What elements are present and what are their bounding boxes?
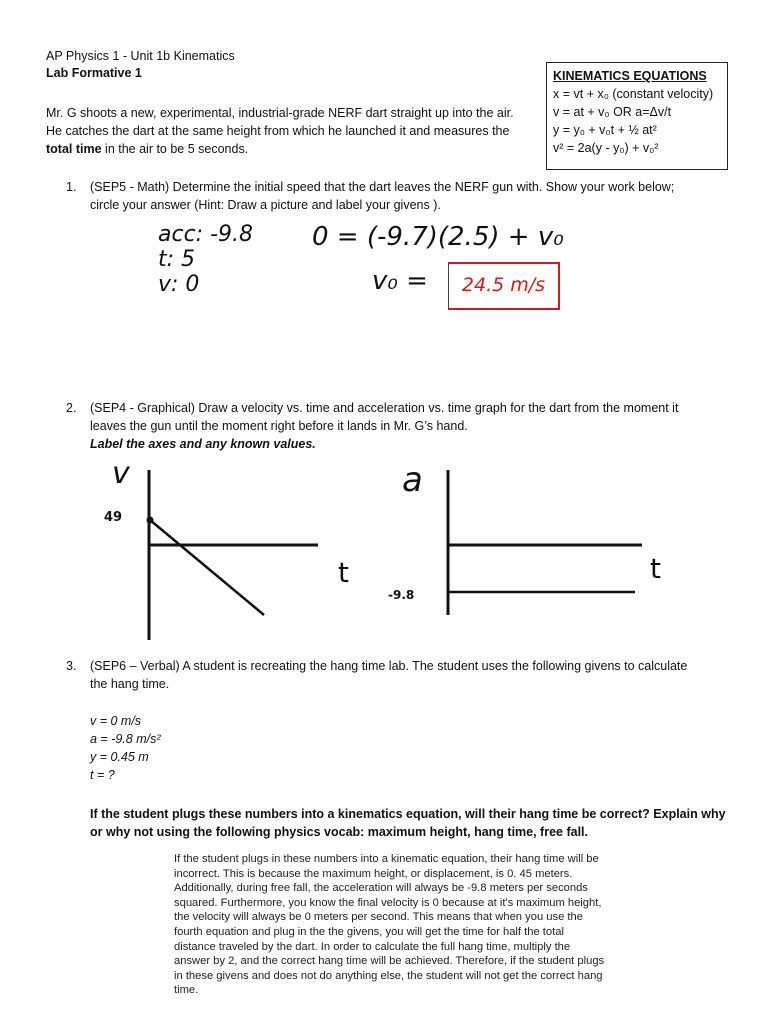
hw-equation: 0 = (-9.7)(2.5) + v₀	[312, 222, 564, 252]
v-intercept-dot	[147, 517, 154, 524]
equations-title: KINEMATICS EQUATIONS	[553, 69, 707, 83]
hw-v: v: 0	[158, 272, 200, 297]
prompt-vocab: : maximum height, hang time, free fall.	[360, 825, 588, 839]
given-t: t = ?	[90, 768, 115, 782]
question-3-givens	[90, 712, 161, 784]
a-axis-label: a	[402, 460, 423, 500]
v-axis-label: v	[112, 456, 130, 491]
intro-part2: in the air to be 5 seconds.	[101, 142, 249, 156]
intro-bold: total time	[46, 142, 102, 156]
prompt-text: If the student plugs these numbers into a kinematics equation, will their hang time be correct? Explain why or why not using the following physics vocab	[90, 807, 726, 839]
equation-1: x = vt + x₀ (constant velocity)	[553, 87, 714, 101]
hw-v0: v₀ =	[372, 266, 428, 296]
equation-2: v = at + v₀ OR a=Δv/t	[553, 105, 672, 119]
given-a: a = -9.8 m/s²	[90, 732, 161, 746]
question-3-text: (SEP6 – Verbal) A student is recreating the hang time lab. The student uses the following givens to calculate the hang time.	[90, 659, 688, 691]
question-1-number: 1.	[66, 180, 77, 194]
circled-answer: 24.5 m/s	[448, 262, 560, 310]
equation-3: y = y₀ + v₀t + ½ at²	[553, 123, 657, 137]
question-2-number: 2.	[66, 401, 77, 415]
course-title: AP Physics 1 - Unit 1b Kinematics	[46, 49, 235, 63]
v-value-label: 49	[104, 510, 123, 525]
equation-4: v² = 2a(y - y₀) + v₀²	[553, 141, 659, 155]
question-3	[66, 657, 706, 693]
given-y: y = 0.45 m	[90, 750, 149, 764]
question-1-text: (SEP5 - Math) Determine the initial speed that the dart leaves the NERF gun with. Show your work below; circle your answer (Hint: Draw a picture and label your givens ).	[90, 180, 675, 212]
hw-t: t: 5	[158, 247, 196, 272]
typed-answer: If the student plugs in these numbers into a kinematic equation, their hang time will be incorrect. This is because the maximum height, or displacement, is 0. 45 meters. Additionally, during free fall, the acceleration will always be -9.8 meters per seconds squared. Furthermore, you know the final velocity is 0 because at it's maximum height, the velocity will always be 0 meters per second. This means that when you use the fourth equation and plug in the the givens, you will get the time for half the total distance traveled by the dart. In order to calculate the full hang time, multiply the answer by 2, and the correct hang time will be achieved. Therefore, if the student plugs in these givens and does not do anything else, the student will not get the correct hang time.	[174, 853, 605, 997]
a-value-label: -9.8	[388, 588, 415, 602]
v-graph-t-label: t	[338, 556, 349, 589]
given-v: v = 0 m/s	[90, 714, 142, 728]
velocity-line	[150, 520, 264, 615]
lab-title: Lab Formative 1	[46, 66, 142, 80]
a-graph-t-label: t	[650, 552, 661, 585]
intro-part1: Mr. G shoots a new, experimental, industrial-grade NERF dart straight up into the air. He catches the dart at the same height from which he launched it and measures the	[46, 106, 514, 138]
hw-acc: acc: -9.8	[158, 222, 254, 247]
question-3-prompt	[90, 805, 730, 841]
question-2-text: (SEP4 - Graphical) Draw a velocity vs. time and acceleration vs. time graph for the dart from the moment it leaves the gun until the moment right before it lands in Mr. G’s hand.	[90, 401, 679, 433]
question-3-number: 3.	[66, 659, 77, 673]
question-2-instruction: Label the axes and any known values.	[90, 437, 316, 451]
